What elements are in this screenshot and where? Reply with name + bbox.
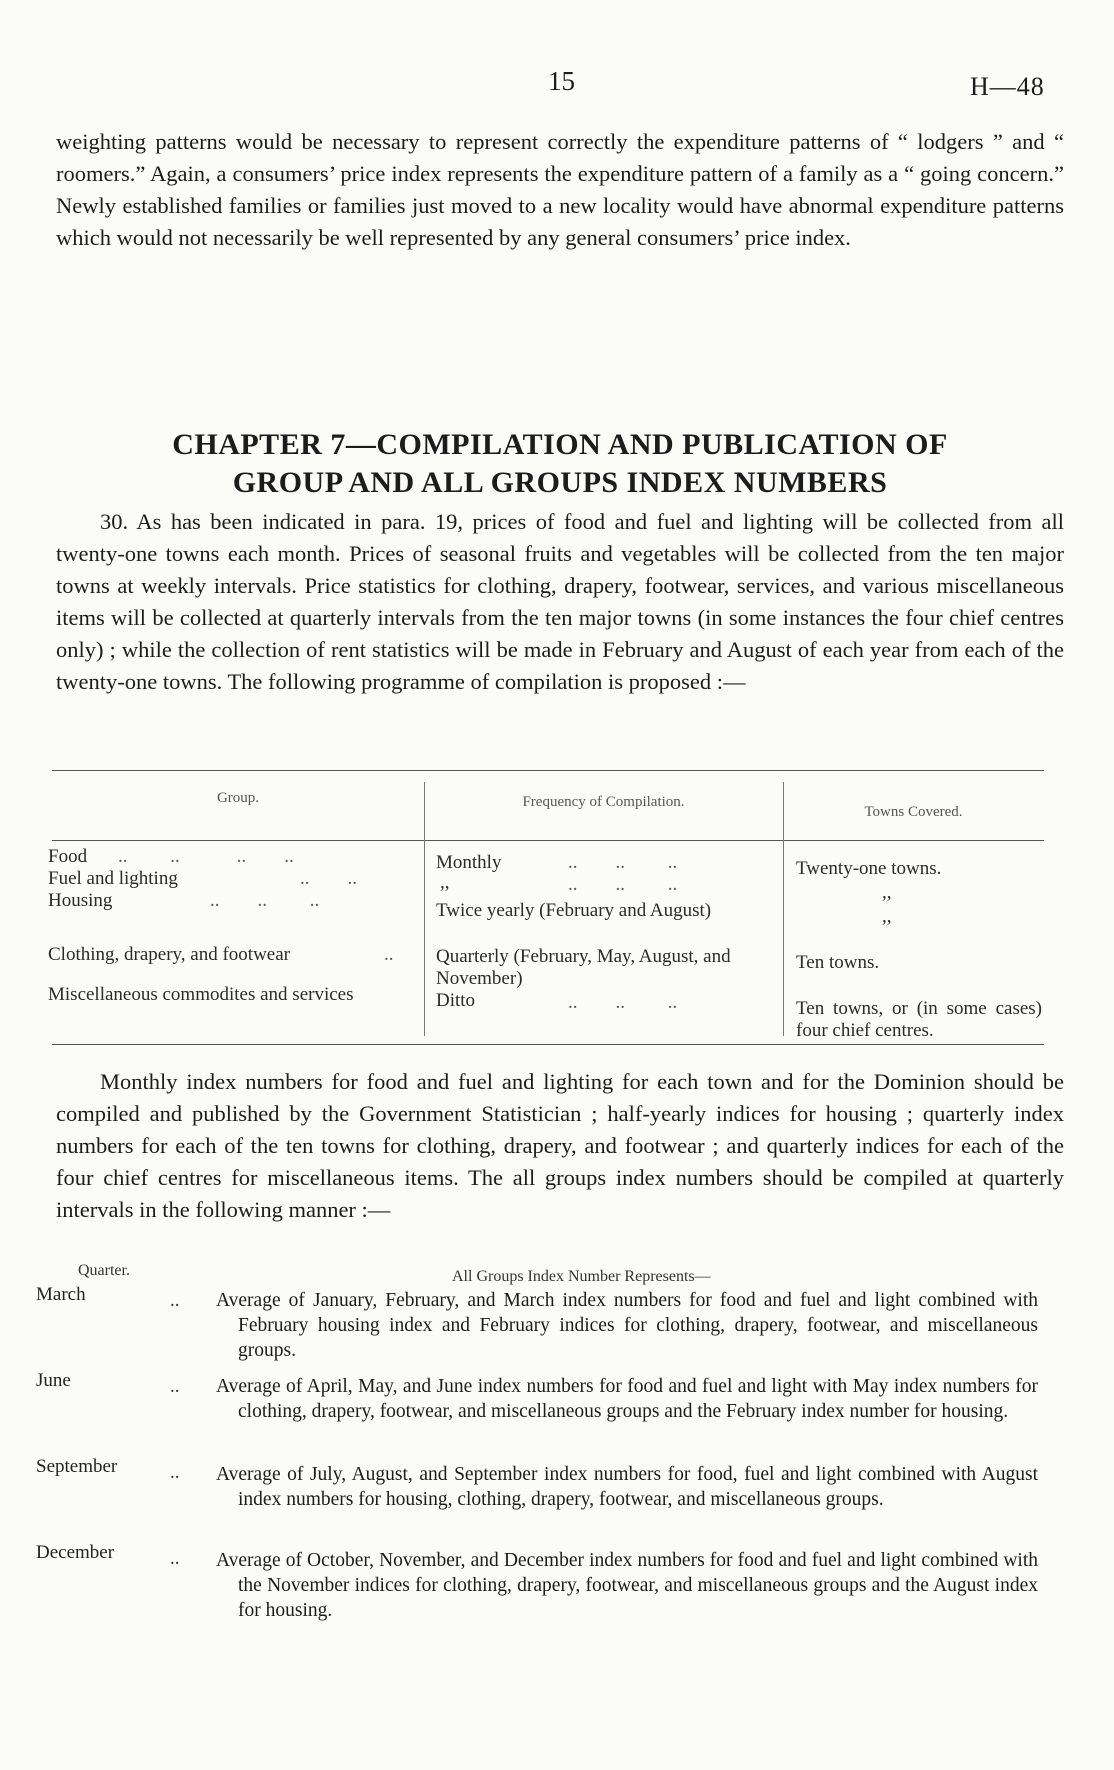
table-cell-towns: ,, xyxy=(882,906,892,927)
leader-dots: .. .. .. .. xyxy=(118,846,294,867)
leader-dots: .. xyxy=(170,1548,180,1569)
table-cell-group: Housing xyxy=(48,890,113,911)
chapter-heading xyxy=(60,426,1060,502)
quarter-description: Average of January, February, and March index numbers for food and fuel and light combined with February housing index and February indices for clothing, drapery, footwear, and miscellaneous groups. xyxy=(216,1290,1038,1361)
quarter-name: March xyxy=(36,1284,86,1305)
leader-dots: .. xyxy=(384,944,394,965)
table-cell-frequency: Twice yearly (February and August) xyxy=(436,900,712,921)
leader-dots: .. xyxy=(170,1462,180,1483)
leader-dots: .. .. .. xyxy=(210,890,320,911)
table-cell-group: Food xyxy=(48,846,88,867)
table-bottom-rule xyxy=(52,1044,1044,1045)
table-cell-frequency: Quarterly (February, May, August, and November) xyxy=(436,946,731,989)
quarter-name: June xyxy=(36,1370,71,1391)
leader-dots: .. .. .. xyxy=(568,992,678,1013)
table-cell-group: Fuel and lighting xyxy=(48,868,178,889)
quarter-name: December xyxy=(36,1542,115,1563)
leader-dots: .. xyxy=(170,1290,180,1311)
table-cell-group: Miscellaneous commodites and services xyxy=(48,984,354,1005)
quarter-column-header: Quarter. xyxy=(78,1262,130,1279)
quarter-description: Average of October, November, and December index numbers for food and fuel and light combined with the November indices for clothing, drapery, footwear, and miscellaneous groups and the August index for housing. xyxy=(216,1550,1038,1621)
leader-dots: .. xyxy=(170,1376,180,1397)
header-towns: Towns Covered. xyxy=(864,804,963,820)
page-reference: H—48 xyxy=(970,72,1045,101)
intro-paragraph: weighting patterns would be necessary to represent correctly the expenditure patterns of “ lodgers ” and “ roomers.” Again, a consumers’ price index represents the expenditure pattern of a family as a “ going concern.” Newly established families or families just moved to a new locality would have abnormal expenditure patterns which would not necessarily be well represented by any general consumers’ price index. xyxy=(56,129,1064,250)
leader-dots: .. .. xyxy=(300,868,357,889)
leader-dots: .. .. .. xyxy=(568,852,678,873)
table-column-divider xyxy=(424,782,425,1036)
paragraph-30: 30. As has been indicated in para. 19, prices of food and fuel and lighting will be collected from all twenty-one towns each month. Prices of seasonal fruits and vegetables will be collected from the ten major towns at weekly intervals. Price statistics for clothing, drapery, footwear, services, and various miscellaneous items will be collected at quarterly intervals from the ten major towns (in some instances the four chief centres only) ; while the collection of rent statistics will be made in February and August of each year from each of the twenty-one towns. The following programme of compilation is proposed :— xyxy=(56,509,1064,694)
quarter-description: Average of July, August, and September index numbers for food, fuel and light combined with August index numbers for housing, clothing, drapery, footwear, and miscellaneous groups. xyxy=(216,1464,1038,1510)
table-cell-towns: Twenty-one towns. xyxy=(796,858,942,879)
table-cell-towns: ,, xyxy=(882,882,892,903)
table-cell-group: Clothing, drapery, and footwear xyxy=(48,944,290,965)
chapter-title-line2: GROUP AND ALL GROUPS INDEX NUMBERS xyxy=(232,466,888,499)
represents-column-header: All Groups Index Number Represents— xyxy=(452,1268,711,1285)
monthly-paragraph: Monthly index numbers for food and fuel and lighting for each town and for the Dominion should be compiled and published by the Government Statistician ; half-yearly indices for housing ; quarterly index numbers for each of the ten towns for clothing, drapery, and footwear ; and quarterly indices for each of the four chief centres for miscellaneous items. The all groups index numbers should be compiled at quarterly intervals in the following manner :— xyxy=(56,1069,1064,1222)
quarter-name: September xyxy=(36,1456,118,1477)
table-cell-towns: Ten towns, or (in some cases) four chief centres. xyxy=(796,998,1042,1041)
table-cell-frequency: Ditto xyxy=(436,990,476,1011)
page-number: 15 xyxy=(548,66,575,96)
table-cell-towns: Ten towns. xyxy=(796,952,880,973)
table-top-rule xyxy=(52,770,1044,771)
table-cell-frequency: Monthly xyxy=(436,852,502,873)
header-group: Group. xyxy=(216,790,260,806)
header-frequency: Frequency of Compilation. xyxy=(522,794,685,810)
table-cell-frequency: ,, xyxy=(440,872,450,893)
leader-dots: .. .. .. xyxy=(568,874,678,895)
chapter-title-line1: CHAPTER 7—COMPILATION AND PUBLICATION OF xyxy=(172,428,948,461)
table-header-rule xyxy=(52,840,1044,841)
quarter-description: Average of April, May, and June index numbers for food and fuel and light with May index numbers for clothing, drapery, footwear, and miscellaneous groups and the February index number for housing. xyxy=(216,1376,1038,1422)
